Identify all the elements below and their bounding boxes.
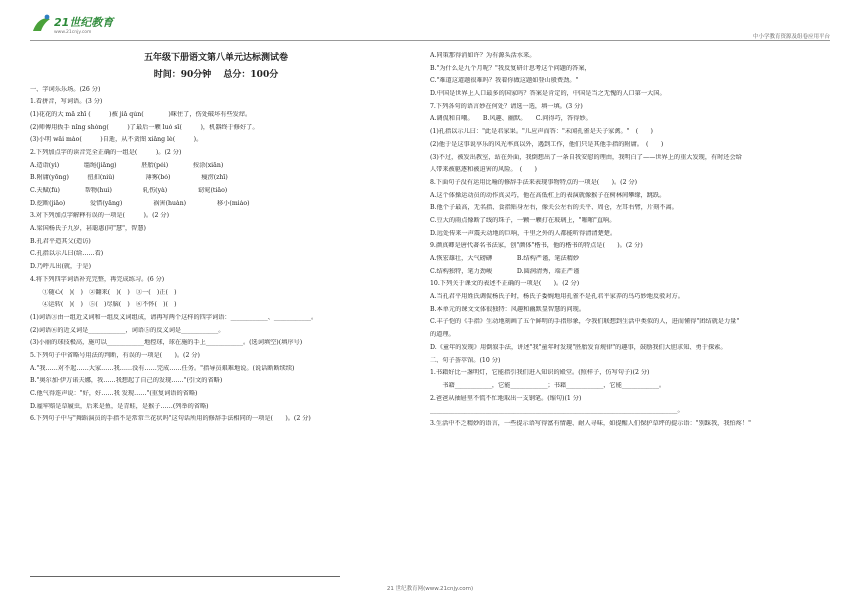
exam-title: 五年级下册语文第八单元达标测试卷 [143, 53, 288, 63]
question-line: 1.书籍好比一盏明灯，它能指引我们进入知识的殿堂。(照样子，仿写句子)(2 分) [430, 369, 650, 377]
question-line: 9.颜真卿是唐代著名书法家，创"颜体"楷书，他的楷书的特点是( )。(2 分) [430, 242, 643, 250]
question-line: A.当孔君平用姓氏调侃杨氏子时，杨氏子委婉地用孔雀不是孔君平家养的鸟巧妙地反驳对方。 [430, 293, 684, 301]
question-line: 7.下列各句的语言妙在何处？请选一选，填一填。(3 分) [430, 102, 583, 110]
question-line: B.孔君平造其父(造访) [30, 237, 91, 245]
question-line: ④运转( )( ) ⑤( )尽脑( ) ⑥不怀( )( ) [30, 301, 177, 309]
question-line: D.乃呼儿出(就，于是) [30, 263, 92, 271]
logo-title: 21世纪教育 [54, 16, 114, 29]
logo-url: www.21cnjy.com [54, 30, 92, 35]
question-line: D.中国是世界上人口最多的国家吗？答案是肯定的，中国是当之无愧的人口第一大国。 [430, 90, 666, 98]
question-line: B.本单元的课文文体很独特：风趣和幽默显智慧的问现。 [430, 305, 586, 313]
question-line: 6.下列句子中与"舞蹈演员的手指不是常常兰花状吗"这句话所用的修辞手法相同的一项是( )。(2 分) [30, 415, 311, 423]
right-column [430, 52, 830, 433]
question-line: A."我……对不起……大家……我……没有……完成……任务。"指导员艰难地说。(说话断断续续) [30, 364, 295, 372]
question-line: (1)孔指以示儿曰："此是君家果。"儿应声而答："未闻孔雀是夫子家禽。" ( ) [430, 128, 653, 136]
question-line: (1)花花的大 mā zhī ( )被 jiǎ qún( )咪住了，伤处破坏有些发痒。 [30, 110, 252, 118]
question-line: D.挖断(jiāo) 爱惜(yāng) 祸害(huàn) 移小(miáo) [30, 199, 250, 207]
question-line: 8.下面句子没有运用比喻的修辞手法来表现事物特点的一项是( )。(2 分) [430, 178, 638, 186]
question-line: 人带来被驱逐和被迫害的风险。 ( ) [430, 166, 537, 174]
question-line: C.他气得连声说："好，好……我 发现……"(重复词语的省略) [30, 390, 198, 398]
question-line: (1)词语③由一组近义词和一组反义词组成，请再写两个这样的四字词语：____________、____________。 [30, 313, 318, 321]
footer-divider [30, 576, 340, 577]
question-line: C.天赋(fù) 帮物(huì) 轧伤(yà) 窈窕(tiāo) [30, 187, 228, 195]
question-line: (3)小丽的球技极高，施可以____________地控球，球在施的手上____________。(选词填空)(填序号) [30, 339, 303, 347]
question-line: (2)词语⑥的近义词是____________，词语⑤的反义词是____________。 [30, 326, 225, 334]
footer-text: 21 世纪教育网(www.21cnjy.com) [386, 586, 474, 592]
question-line: D.雇牢赔是草履虫，后来是鱼，是青蛙，是猴子……(列举的省略) [30, 402, 209, 410]
question-line: C.结构独特，笔力劲峻 D.圆润清秀，端正严谨 [430, 267, 580, 275]
question-line: 4.将下列四字词语补充完整，再完成练习。(6 分) [30, 275, 165, 283]
question-line: 2.下列加点字的读音完全正确的一组是( )。(2 分) [30, 148, 182, 156]
question-line: 3.生活中不乏精妙的语言，一些提示语写得富有情趣、耐人寻味，如提醒人们保护草坪的提示语："别踩我，我怕疼！" [430, 419, 751, 427]
runner-icon [30, 12, 140, 36]
question-line: ①随心( )( ) ②翻来( )( ) ③一( )正( ) [30, 288, 177, 296]
exam-subtitle: 时间：90分钟 总分：100分 [153, 69, 279, 80]
question-line: (2)他于是这事说享乐的风光率真以外，遇到工作，他们只是其他手指的附庸。 ( ) [430, 140, 664, 148]
question-line: A.调侃和自嘲。 B.风趣、幽默。 C.问得巧，答得妙。 [430, 115, 592, 123]
question-line: A.同策那得消如许？为有源头活水来。 [430, 52, 536, 59]
question-line: D.远处传来一声震天动地的巨响，千里之外的人都能听得清清楚楚。 [430, 229, 617, 237]
question-line: B."奥尔加·伊万诺夫娜，我……我想起了自己的发现……"(引文的省略) [30, 377, 223, 385]
question-line: B."为什么是九个月呢？"我反复研计思考这个问题的答案， [430, 64, 591, 72]
site-logo [30, 12, 140, 36]
header-divider [30, 40, 830, 41]
right-question-list [430, 52, 830, 433]
question-line: ________________________________________________________________________________。 [430, 407, 684, 415]
question-line: 二、句子荟萃馆。(10 分) [430, 356, 501, 364]
question-line: B.他个子最高，无名指、食指贴身左右，像关公左右的关平、周仓，左耳右臂，片刻不离。 [430, 204, 678, 212]
question-line: D.《童年的发现》用倒叙手法，讲述"我"童年时发现"胚胎发育规律"的趣事，鼓励我们大胆求知、勇于探索。 [430, 343, 727, 351]
question-line: 3.对下列加点字解释有误的一项是( )。(2 分) [30, 212, 170, 220]
question-line: A.这个体操运动员的动作真灵巧，他在高低杠上的表演就像猴子在树林间攀缘，跳跃。 [430, 191, 666, 199]
question-line: 1.看拼音，写词语。(3 分) [30, 98, 103, 106]
question-line: A.恢宏雄壮，大气磅礴 B.结构严谨，笔法精妙 [430, 255, 580, 262]
question-line: A.梁国杨氏子九岁，甚聪惠(同"慧"，智慧) [30, 225, 146, 233]
question-line: 一、字词乐乐场。(26 分) [30, 85, 101, 93]
question-line: (2)师傅用扳手 nǐng shòng( )了最后一颗 luó sī( )，机器终于修好了。 [30, 123, 259, 131]
left-question-list [30, 86, 402, 429]
question-line: 10.下列关于课文的表述不正确的一项是( )。(2 分) [430, 280, 580, 288]
question-line: C.丰子恺的《手指》生动地刻画了五个鲜明的手指形象，令我们联想到生活中类似的人，进而懂得"团结就是力量" [430, 318, 740, 326]
question-line: A.造诣(yì) 缰绳(jiāng) 胚胎(péi) 按涂(xiān) [30, 161, 224, 169]
platform-name: 中小学教育资源及组卷应用平台 [752, 34, 830, 40]
question-line: C."难道这道题很难吗？我着你做这题如登山般费劲。" [430, 77, 579, 85]
question-line: B.附庸(yōng) 扭扣(niǔ) 薄雾(bó) 瘦涝(zhī) [30, 174, 228, 182]
question-line: 5.下列句子中省略号用法的判断，有误的一项是( )。(2 分) [30, 351, 200, 359]
question-line: (3)不过，被发出教室，站在外面，我倒想出了一条自我安慰的理由，我明白了——世界上的重大发现，有时还会给 [430, 153, 742, 161]
question-line: 2.爸爸从抽屉里不慌不忙地取出一支钢笔。(缩句)(1 分) [430, 394, 582, 402]
question-line: C.豆大的雨点像断了线的珠子，一颗一颗打在玻璃上，"啪啪"直响。 [430, 216, 616, 224]
question-line: 的道理。 [430, 331, 455, 339]
question-line: 书籍____________，它能____________；书籍____________，它能____________。 [430, 381, 666, 389]
left-column [30, 52, 402, 428]
question-line: (3)小明 wǎi mào( )自逝，从不贪图 xiǎng lè( )。 [30, 136, 203, 144]
question-line: C.孔指以示儿曰(给……看) [30, 250, 104, 258]
